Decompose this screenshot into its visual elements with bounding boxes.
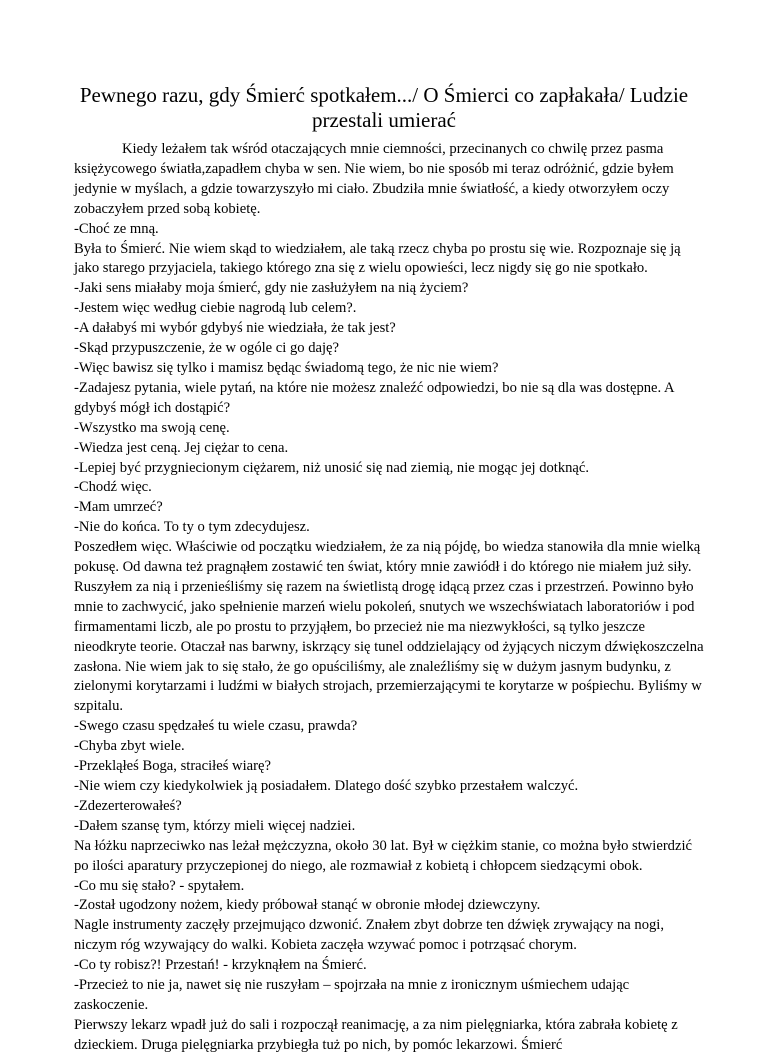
title-line-1: Pewnego razu, gdy Śmierć spotkałem.../ O Śmierci co zapłakała/ Ludzie — [79, 83, 689, 107]
paragraph: -Co ty robisz?! Przestań! - krzyknąłem na Śmierć. — [74, 957, 367, 974]
paragraph: -Chodź więc. — [74, 479, 152, 496]
paragraph: -Swego czasu spędzałeś tu wiele czasu, prawda? — [74, 718, 358, 735]
paragraph: -Przecież to nie ja, nawet się nie ruszyłam – spojrzała na mnie z ironicznym uśmiechem udając zaskoczenie. — [74, 977, 630, 1013]
paragraph: -Więc bawisz się tylko i mamisz będąc świadomą tego, że nic nie wiem? — [74, 359, 499, 376]
paragraph: -Choć ze mną. — [74, 220, 159, 237]
paragraph: -A dałabyś mi wybór gdybyś nie wiedziała, że tak jest? — [74, 320, 396, 337]
paragraph: -Zdezerterowałeś? — [74, 797, 182, 814]
paragraph: Kiedy leżałem tak wśród otaczających mnie ciemności, przecinanych co chwilę przez pasma księżycowego światła,zapadłem chyba w sen. Nie wiem, bo nie sposób mi teraz odróżnić, gdzie byłem jedynie w myślach, a gdzie towarzyszyło mi ciało. Zbudziła mnie światłość, a kiedy otworzyłem oczy zobaczyłem przed sobą kobietę. — [74, 141, 674, 217]
paragraph: -Wiedza jest ceną. Jej ciężar to cena. — [74, 439, 289, 456]
paragraph: -Lepiej być przygniecionym ciężarem, niż unosić się nad ziemią, nie mogąc jej dotknąć. — [74, 459, 590, 476]
paragraph: -Co mu się stało? - spytałem. — [74, 877, 245, 894]
paragraph: Pierwszy lekarz wpadł już do sali i rozpoczął reanimację, a za nim pielęgniarka, która zabrała kobietę z dzieckiem. Druga pielęgniarka przybiegła tuż po nich, by pomóc lekarzowi. Śmierć — [74, 1016, 678, 1053]
paragraph: -Nie do końca. To ty o tym zdecydujesz. — [74, 519, 310, 536]
paragraph: Na łóżku naprzeciwko nas leżał mężczyzna, około 30 lat. Był w ciężkim stanie, co można było stwierdzić po ilości aparatury przyczepionej do niego, ale rozmawiał z kobietą i chłopcem siedzącymi obok. — [74, 837, 692, 874]
paragraph: Nagle instrumenty zaczęły przejmująco dzwonić. Znałem zbyt dobrze ten dźwięk zrywający na nogi, niczym róg wzywający do walki. Kobieta zaczęła wzywać pomoc i potrząsać chorym. — [74, 917, 664, 954]
paragraph: Była to Śmierć. Nie wiem skąd to wiedziałem, ale taką rzecz chyba po prostu się wie. Rozpoznaje się ją jako starego przyjaciela, takiego którego zna się z wielu opowieści, lecz nigdy się go nie spotkało. — [74, 240, 681, 277]
paragraph: -Dałem szansę tym, którzy mieli więcej nadziei. — [74, 817, 356, 834]
paragraph: -Przekląłeś Boga, straciłeś wiarę? — [74, 758, 271, 775]
document-title — [70, 83, 698, 133]
paragraph: -Mam umrzeć? — [74, 499, 163, 516]
paragraph: -Chyba zbyt wiele. — [74, 738, 185, 755]
paragraph: -Zadajesz pytania, wiele pytań, na które nie możesz znaleźć odpowiedzi, bo nie są dla was dostępne. A gdybyś mógł ich dostąpić? — [74, 379, 674, 416]
paragraph: -Jestem więc według ciebie nagrodą lub celem?. — [74, 300, 357, 317]
paragraph: -Został ugodzony nożem, kiedy próbował stanąć w obronie młodej dziewczyny. — [74, 897, 541, 914]
paragraph: -Skąd przypuszczenie, że w ogóle ci go daję? — [74, 340, 340, 357]
paragraph: -Wszystko ma swoją cenę. — [74, 419, 230, 436]
document-body — [74, 140, 704, 1056]
paragraph: Poszedłem więc. Właściwie od początku wiedziałem, że za nią pójdę, bo wiedza stanowiła dla mnie wielką pokusę. Od dawna też pragnąłem zostawić ten świat, który mnie zawiódł i do którego nie miałem już siły. Ruszyłem za nią i przenieśliśmy się razem na świetlistą drogę idącą przez czas i przestrzeń. Powinno było mnie to zachwycić, jako spełnienie marzeń wielu pokoleń, snutych we wszechświatach laboratoriów i pod firmamentami liczb, ale po prostu to przyjąłem, bo przecież nie ma niezwykłości, są tylko jeszcze nieodkryte teorie. Otaczał nas barwny, iskrzący się tunel oddzielający od żyjących niczym dźwiękoszczelna zasłona. Nie wiem jak to się stało, że go opuściliśmy, ale znaleźliśmy się w dużym jasnym budynku, z zielonymi korytarzami i ludźmi w białych strojach, przemierzającymi te korytarze w pośpiechu. Byliśmy w szpitalu. — [74, 539, 704, 715]
paragraph: -Jaki sens miałaby moja śmierć, gdy nie zasłużyłem na nią życiem? — [74, 280, 469, 297]
title-line-2: przestali umierać — [311, 108, 456, 132]
paragraph: -Nie wiem czy kiedykolwiek ją posiadałem. Dlatego dość szybko przestałem walczyć. — [74, 778, 579, 794]
